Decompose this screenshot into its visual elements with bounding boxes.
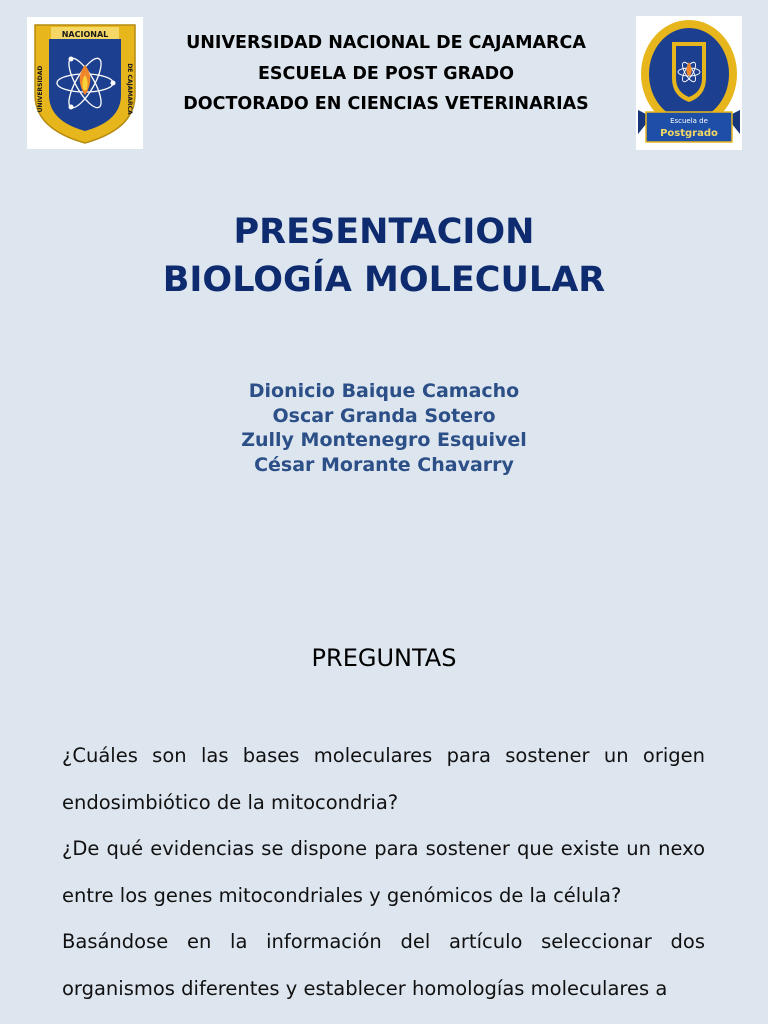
university-crest-icon [27, 17, 143, 149]
university-logo [27, 17, 143, 149]
question-item: ¿Cuáles son las bases moleculares para sostener un origen endosimbiótico de la mitocondria? [62, 744, 705, 814]
crest-right-text: DE CAJAMARCA [126, 63, 133, 115]
institution-header [150, 28, 622, 120]
postgraduate-school-crest-icon [636, 16, 742, 150]
presentation-title [0, 208, 768, 304]
title-line-2: BIOLOGÍA MOLECULAR [162, 260, 606, 300]
author-name: Oscar Granda Sotero [272, 404, 496, 427]
school-name: ESCUELA DE POST GRADO [257, 63, 515, 84]
crest-left-text: UNIVERSIDAD [37, 65, 44, 113]
author-name: Zully Montenegro Esquivel [241, 429, 527, 451]
questions-heading: PREGUNTAS [311, 644, 457, 672]
ribbon-text-line1: Escuela de [670, 117, 708, 125]
ribbon-text-line2: Postgrado [660, 128, 718, 139]
question-item: Basándose en la información del artículo seleccionar dos organismos diferentes y establecer homologías moleculares a [62, 930, 705, 1000]
author-name: Dionicio Baique Camacho [248, 380, 520, 402]
title-line-1: PRESENTACION [233, 212, 535, 252]
author-name: César Morante Chavarry [254, 453, 514, 476]
crest-top-text: NACIONAL [61, 30, 109, 39]
university-name: UNIVERSIDAD NACIONAL DE CAJAMARCA [186, 33, 586, 53]
program-name: DOCTORADO EN CIENCIAS VETERINARIAS [183, 94, 589, 114]
author-list [0, 379, 768, 477]
postgraduate-logo [636, 16, 742, 150]
question-item: ¿De qué evidencias se dispone para sostener que existe un nexo entre los genes mitocondriales y genómicos de la célula? [62, 837, 705, 907]
questions-list [62, 733, 705, 1012]
